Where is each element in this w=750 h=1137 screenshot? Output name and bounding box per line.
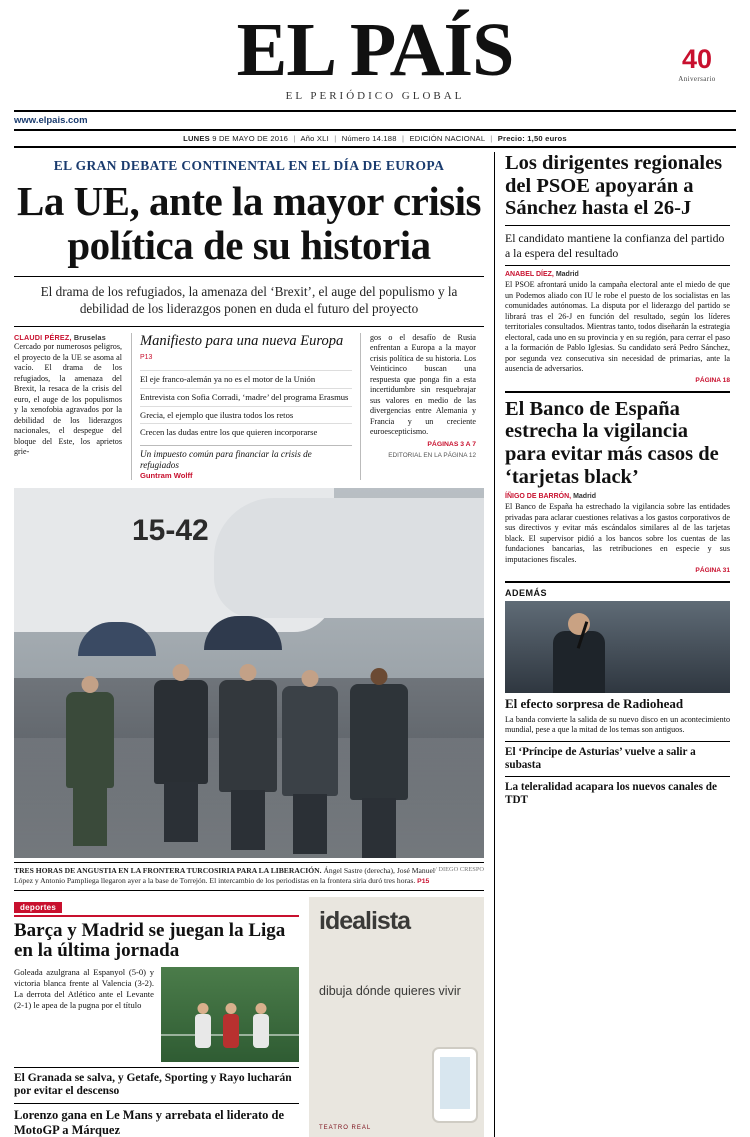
ad-phone-illustration	[432, 1047, 478, 1123]
ad-tagline: dibuja dónde quieres vivir	[319, 983, 461, 998]
sports-subheadline-2[interactable]: Lorenzo gana en Le Mans y arrebata el liderato de MotoGP a Márquez	[14, 1103, 299, 1137]
ademas-label: ADEMÁS	[505, 588, 548, 599]
right-story3-photo	[505, 601, 730, 693]
manifesto-item[interactable]: Entrevista con Sofia Corradi, ‘madre’ del programa Erasmus	[140, 388, 352, 406]
right-story1-subhead: El candidato mantiene la confianza del partido a la espera del resultado	[505, 225, 730, 266]
sports-body-text: Goleada azulgrana al Espanyol (5-0) y victoria blanca frente al Valencia (3-2). La derrota del Atlético ante el Levante (2-1) le apea de la pugna por el título	[14, 966, 154, 1011]
lead-standfirst: El drama de los refugiados, la amenaza del ‘Brexit’, el auge del populismo y la debilidad de los liderazgos ponen en duda el futuro del proyecto	[14, 276, 484, 327]
dateline-day: LUNES	[183, 134, 210, 144]
anniversary-number: 40	[681, 44, 713, 74]
lead-text-column-1	[14, 333, 122, 480]
bottom-section	[14, 897, 484, 1137]
photo-person	[350, 684, 408, 800]
ad-logo: idealista	[319, 906, 411, 935]
manifesto-page-ref: P13	[140, 354, 153, 362]
dateline-rule-bottom	[14, 146, 736, 148]
lead-text-column-2	[370, 333, 476, 480]
manifesto-footer[interactable]	[140, 445, 352, 480]
manifesto-item[interactable]: Crecen las dudas entre los que quieren incorporarse	[140, 423, 352, 441]
manifesto-footer-signature: Guntram Wolff	[140, 471, 193, 481]
anniversary-label: Aniversario	[678, 75, 716, 83]
photo-caption-text: Ángel Sastre (derecha), José Manuel López y Antonio Pampliega llegaron ayer a la base de Torrejón. El intercambio de los periodistas en la frontera siria duró tres horas.	[14, 866, 435, 886]
right-story2-page: PÁGINA 31	[695, 567, 730, 575]
right-brief-1[interactable]: El ‘Príncipe de Asturias’ vuelve a salir a subasta	[505, 741, 730, 772]
masthead-title: EL PAÍS	[236, 8, 514, 92]
right-story2-byline	[505, 493, 730, 500]
right-brief-2[interactable]: La teleralidad acapara los nuevos canales de TDT	[505, 776, 730, 807]
manifesto-title-text: Manifiesto para una nueva Europa	[140, 332, 344, 349]
lead-text-1: Cercado por numerosos peligros, el proyecto de la UE se asoma al vacío. El drama de los refugiados, la amenaza del Brexit, la resaca de la crisis del euro, el auge de los populismos y la xenofobia agravados por la debilidad de los liderazgos nacionales, el despegue del bloque del Este, los aprietos grie-	[14, 342, 122, 457]
photo-caption-lead: TRES HORAS DE ANGUSTIA EN LA FRONTERA TURCOSIRIA PARA LA LIBERACIÓN.	[14, 866, 322, 876]
dateline-number: Número 14.188	[341, 134, 397, 144]
photo-person	[66, 692, 114, 788]
right-story2-headline[interactable]: El Banco de España estrecha la vigilancia para evitar más casos de ‘tarjetas black’	[505, 397, 719, 488]
right-story1-headline[interactable]: Los dirigentes regionales del PSOE apoyarán a Sánchez hasta el 26-J	[505, 152, 723, 220]
lead-headline[interactable]: La UE, ante la mayor crisis política de su historia	[16, 178, 482, 269]
right-story1-page: PÁGINA 18	[695, 376, 730, 384]
dateline-edition: EDICIÓN NACIONAL	[409, 134, 485, 144]
photo-caption-page: P15	[417, 878, 430, 886]
right-story1-body: El PSOE afrontará unido la campaña electoral ante el miedo de que un Podemos aliado con IU le robe el puesto de los socialistas en las comunidades autónomas. La disputa por el liderazgo del partido se librará tras el 26-J en función del resultado, según los líderes territoriales consultados. Mientras tanto, todos diseñarán la estrategia electoral, cada uno en su provincia y en su región, para cerrar el paso a la formación de Pablo Iglesias. Su candidato será Pedro Sánchez, por segunda vez consecutiva sin necesidad de primarias, ante la ausencia de adversarios.	[505, 280, 730, 374]
right-story2-body: El Banco de España ha estrechado la vigilancia sobre las entidades privadas para aclarar cuestiones relativas a los gastos corporativos de sus directivos y evitar más escándalos similares al de las tarjetas black. El supervisor pidió a los bancos sobre los cuentas de las fundaciones bancarias, las retribuciones en especie y sus imputaciones fiscales.	[505, 502, 730, 564]
sports-section-rule	[14, 897, 299, 917]
main-column	[14, 152, 484, 1137]
sports-photo-player	[223, 1014, 239, 1048]
photo-person	[219, 680, 277, 792]
lead-editorial-note: EDITORIAL EN LA PÁGINA 12	[388, 451, 476, 459]
photo-person	[154, 680, 208, 784]
right-divider-1	[505, 391, 730, 393]
lead-pages-note: PÁGINAS 3 A 7	[427, 440, 476, 448]
sports-headline[interactable]: Barça y Madrid se juegan la Liga en la última jornada	[14, 919, 286, 962]
main-photo	[14, 488, 484, 858]
right-story2-byline-city: Madrid	[573, 493, 597, 501]
dateline-price-label: Precio:	[497, 134, 525, 144]
right-story1-byline	[505, 271, 730, 278]
website-link[interactable]: www.elpais.com	[14, 115, 88, 127]
manifesto-footer-text: Un impuesto común para financiar la crisis de refugiados	[140, 449, 312, 471]
dateline: LUNES 9 DE MAYO DE 2016 | Año XLI | Número 14.188 | EDICIÓN NACIONAL | Precio: 1,50 euros	[183, 134, 567, 144]
page-grid	[14, 152, 736, 1137]
right-divider-2	[505, 581, 730, 583]
lead-byline	[14, 333, 122, 342]
dateline-date: 9 DE MAYO DE 2016	[212, 134, 289, 144]
masthead-subtitle: EL PERIÓDICO GLOBAL	[285, 90, 465, 103]
photo-credit: / DIEGO CRESPO	[434, 866, 484, 874]
lead-kicker: EL GRAN DEBATE CONTINENTAL EN EL DÍA DE EUROPA	[53, 158, 445, 174]
advertisement[interactable]	[309, 897, 484, 1137]
right-story1-byline-author: ANABEL DÍEZ,	[505, 271, 554, 279]
right-story2-byline-author: ÍÑIGO DE BARRÓN,	[505, 493, 572, 501]
photo-aircraft-engine	[214, 498, 484, 618]
masthead	[14, 0, 736, 102]
right-story3-body: La banda convierte la salida de su nuevo disco en un acontecimiento mundial, pese a que la mitad de los temas son antiguos.	[505, 714, 730, 735]
sports-section	[14, 897, 299, 1137]
ad-footer: TEATRO REAL	[319, 1125, 372, 1132]
manifesto-box	[131, 333, 361, 480]
manifesto-item[interactable]: Grecia, el ejemplo que ilustra todos los retos	[140, 406, 352, 424]
website-row	[14, 112, 736, 129]
sports-photo	[161, 967, 299, 1062]
manifesto-item[interactable]: El eje franco-alemán ya no es el motor de la Unión	[140, 370, 352, 388]
lead-article-body	[14, 333, 484, 480]
lead-byline-city: Bruselas	[73, 332, 106, 342]
photo-plane-number: 15-42	[132, 514, 209, 548]
anniversary-logo	[662, 46, 732, 83]
lead-byline-author: CLAUDI PÉREZ,	[14, 332, 72, 342]
sports-photo-player	[195, 1014, 211, 1048]
dateline-price: 1,50 euros	[527, 134, 567, 144]
right-column	[494, 152, 730, 1137]
dateline-year: Año XLI	[300, 134, 329, 144]
right-story3-headline[interactable]: El efecto sorpresa de Radiohead	[505, 696, 684, 712]
sports-body-row	[14, 967, 299, 1062]
sports-subheadline-1[interactable]: El Granada se salva, y Getafe, Sporting y Rayo lucharán por evitar el descenso	[14, 1067, 299, 1098]
manifesto-title[interactable]	[140, 333, 352, 366]
right-story1-byline-city: Madrid	[555, 271, 579, 279]
lead-text-2: gos o el desafío de Rusia enfrentan a Europa a la mayor crisis política de su historia. Los Veinticinco buscan una respuesta que ponga fin a esta incertidumbre sin resquebrajar sus valores en medio de las divergencias entre Alemania y Francia y un creciente euroescepticismo.	[370, 332, 476, 437]
right-photo-background	[505, 601, 730, 693]
sports-photo-player	[253, 1014, 269, 1048]
main-photo-caption	[14, 862, 484, 891]
sports-section-tag[interactable]: deportes	[14, 902, 62, 913]
photo-person	[282, 686, 338, 796]
